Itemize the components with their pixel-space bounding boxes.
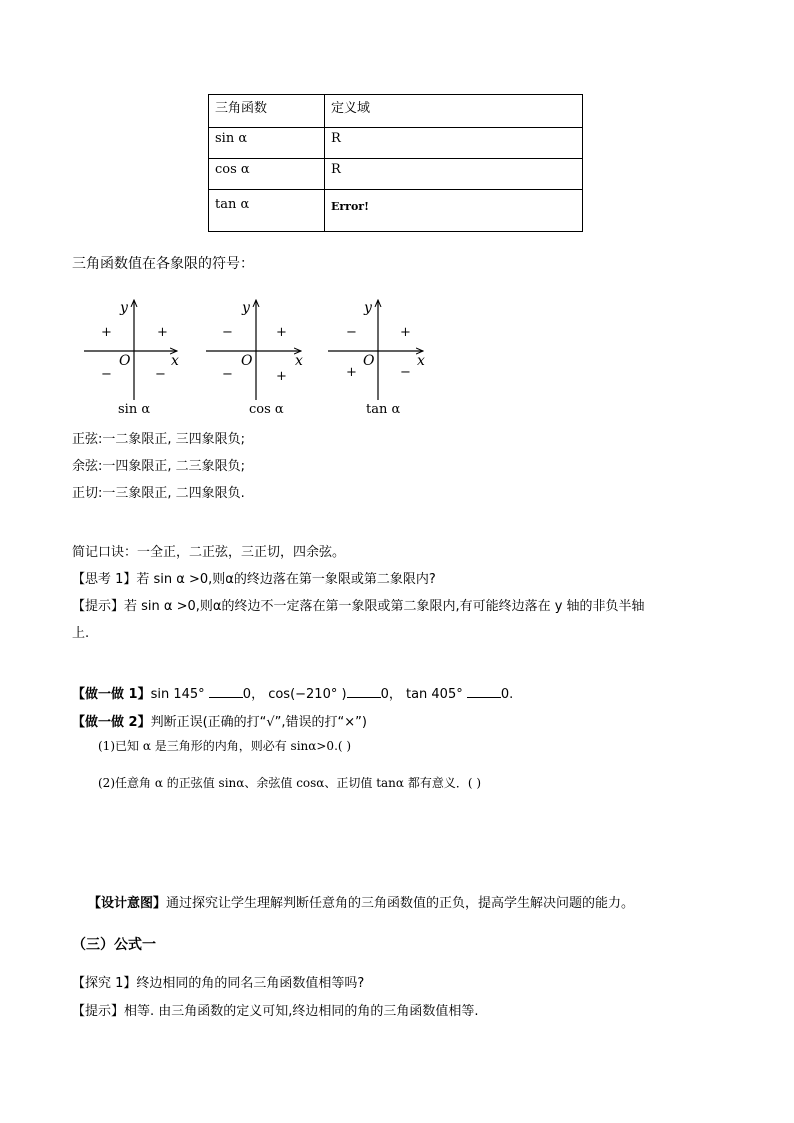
hint-1 [72,595,645,614]
origin-label: O [241,353,253,369]
diagram-cos [206,300,303,417]
sign-q4: − [400,365,411,380]
try-2 [72,711,367,730]
table-row [209,159,583,190]
sign-q4: − [155,367,166,382]
table-header-domain: 定义域 [325,95,583,128]
diagram-caption: cos α [249,402,284,417]
hint-2 [72,1000,479,1019]
x-label: x [417,353,425,369]
sign-q1: + [276,325,287,340]
sign-q3: + [346,365,357,380]
try-2-item-2: (2)任意角 α 的正弦值 sinα、余弦值 cosα、正切值 tanα 都有意义．( ) [98,776,482,790]
try-1 [72,683,513,702]
try-2-text: 判断正误(正确的打“√”,错误的打“×”) [150,715,367,730]
table-header-function: 三角函数 [209,95,325,128]
answer-blank[interactable] [209,686,243,698]
domain-table [208,94,583,232]
table-cell-domain-error: Error! [325,190,583,232]
table-cell-domain: R [325,128,583,159]
diagram-caption: sin α [118,402,151,417]
table-cell-function: tan α [209,190,325,232]
mnemonic: 简记口诀：一全正，二正弦，三正切，四余弦。 [72,545,346,560]
explore-1 [72,972,364,991]
diagram-caption: tan α [366,402,401,417]
hint-1-line1: 若 sin α >0,则α的终边不一定落在第一象限或第二象限内,有可能终边落在 y 轴的非负半轴 [124,599,645,614]
sign-q2: − [222,325,233,340]
hint-1-line2: 上. [72,626,90,641]
sign-q1: + [400,325,411,340]
y-label: y [364,300,372,316]
y-label: y [120,300,128,316]
sign-rule-cos: 余弦:一四象限正, 二三象限负; [72,459,246,474]
table-row [209,128,583,159]
sign-q2: + [101,325,112,340]
try-1-part3: 0， tan 405° [380,687,463,702]
table-cell-function: sin α [209,128,325,159]
answer-blank[interactable] [467,686,501,698]
diagram-tan [328,300,425,417]
try-1-part2: 0， cos(−210° ) [242,687,347,702]
table-cell-function: cos α [209,159,325,190]
table-cell-domain: R [325,159,583,190]
origin-label: O [363,353,375,369]
diagram-sin [84,300,179,417]
hint-2-text: 相等. 由三角函数的定义可知,终边相同的角的三角函数值相等. [124,1004,479,1019]
sign-rule-sin: 正弦:一二象限正, 三四象限负; [72,432,246,447]
sign-q4: + [276,369,287,384]
design-intent-text: 通过探究让学生理解判断任意角的三角函数值的正负，提高学生解决问题的能力。 [166,896,635,911]
hint-2-tag: 【提示】 [72,1004,125,1019]
think-1-text: 若 sin α >0,则α的终边落在第一象限或第二象限内? [136,572,436,587]
sign-q3: − [222,367,233,382]
sign-q2: − [346,325,357,340]
try-2-tag: 【做一做 2】 [72,715,151,730]
try-1-part4: 0. [500,687,514,702]
quadrant-diagrams [82,292,432,422]
origin-label: O [119,353,131,369]
think-1-tag: 【思考 1】 [72,572,137,587]
table-row [209,190,583,232]
x-label: x [295,353,303,369]
try-2-item-1: (1)已知 α 是三角形的内角，则必有 sinα>0.( ) [98,739,352,753]
signs-heading: 三角函数值在各象限的符号： [72,256,254,272]
x-label: x [171,353,179,369]
sign-q3: − [101,367,112,382]
sign-q1: + [157,325,168,340]
think-1 [72,568,436,587]
table-header-row [209,95,583,128]
hint-1-tag: 【提示】 [72,599,125,614]
try-1-tag: 【做一做 1】 [72,687,151,702]
answer-blank[interactable] [347,686,381,698]
y-label: y [242,300,250,316]
section-title: （三）公式一 [72,937,156,953]
explore-1-tag: 【探究 1】 [72,976,137,991]
sign-rule-tan: 正切:一三象限正, 二四象限负. [72,486,245,501]
explore-1-text: 终边相同的角的同名三角函数值相等吗? [136,976,365,991]
design-intent [88,892,634,911]
try-1-part1: sin 145° [150,687,205,702]
design-intent-tag: 【设计意图】 [88,896,167,911]
